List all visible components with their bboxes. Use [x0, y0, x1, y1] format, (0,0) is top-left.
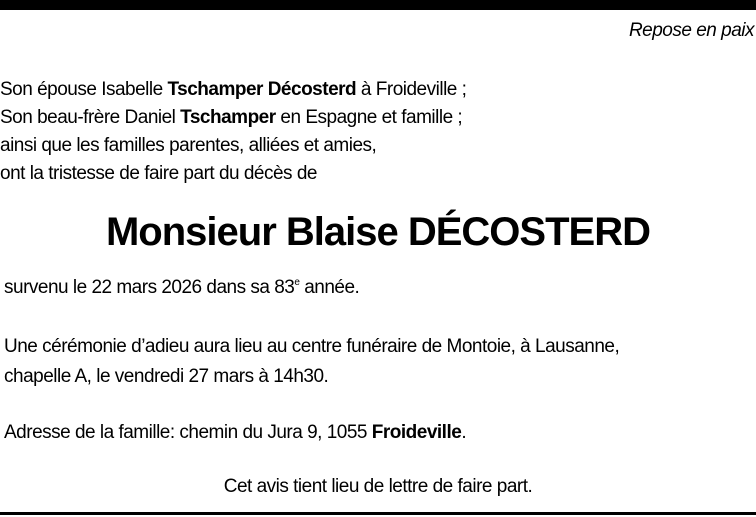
family-line-bold-name: Tschamper Décosterd [167, 79, 357, 100]
family-line-announcement: ont la tristesse de faire part du décès de [0, 163, 317, 184]
death-notice-text: année. [299, 277, 360, 298]
family-line-text: Son beau-frère Daniel [0, 107, 181, 128]
family-line-text: à Froideville ; [356, 79, 467, 100]
closing-note: Cet avis tient lieu de lettre de faire part. [223, 476, 533, 497]
family-line-spouse [0, 76, 466, 104]
address-text: . [461, 422, 467, 443]
death-notice [4, 273, 359, 303]
death-notice-text: survenu le 22 mars 2026 dans sa 83 [4, 277, 295, 298]
bottom-border-rule [0, 512, 756, 515]
motto-text: Repose en paix [628, 20, 754, 41]
family-announcement [0, 76, 466, 188]
family-line-text: en Espagne et famille ; [275, 107, 463, 128]
address-town: Froideville [371, 422, 462, 443]
ceremony-line-2: chapelle A, le vendredi 27 mars à 14h30. [4, 366, 329, 387]
family-line-text: Son épouse Isabelle [0, 79, 168, 100]
deceased-name: Monsieur Blaise DÉCOSTERD [105, 210, 650, 254]
address-text: Adresse de la famille: chemin du Jura 9, 1055 [4, 422, 372, 443]
ceremony-line-1: Une cérémonie d’adieu aura lieu au centre funéraire de Montoie, à Lausanne, [4, 336, 620, 357]
ordinal-superscript: e [294, 277, 300, 288]
ceremony-info [4, 332, 619, 392]
top-border-rule [0, 0, 756, 10]
family-line-bold-name: Tschamper [180, 107, 276, 128]
family-line-brother-in-law [0, 104, 466, 132]
family-address [4, 418, 466, 448]
family-line-relatives: ainsi que les familles parentes, alliées et amies, [0, 135, 377, 156]
